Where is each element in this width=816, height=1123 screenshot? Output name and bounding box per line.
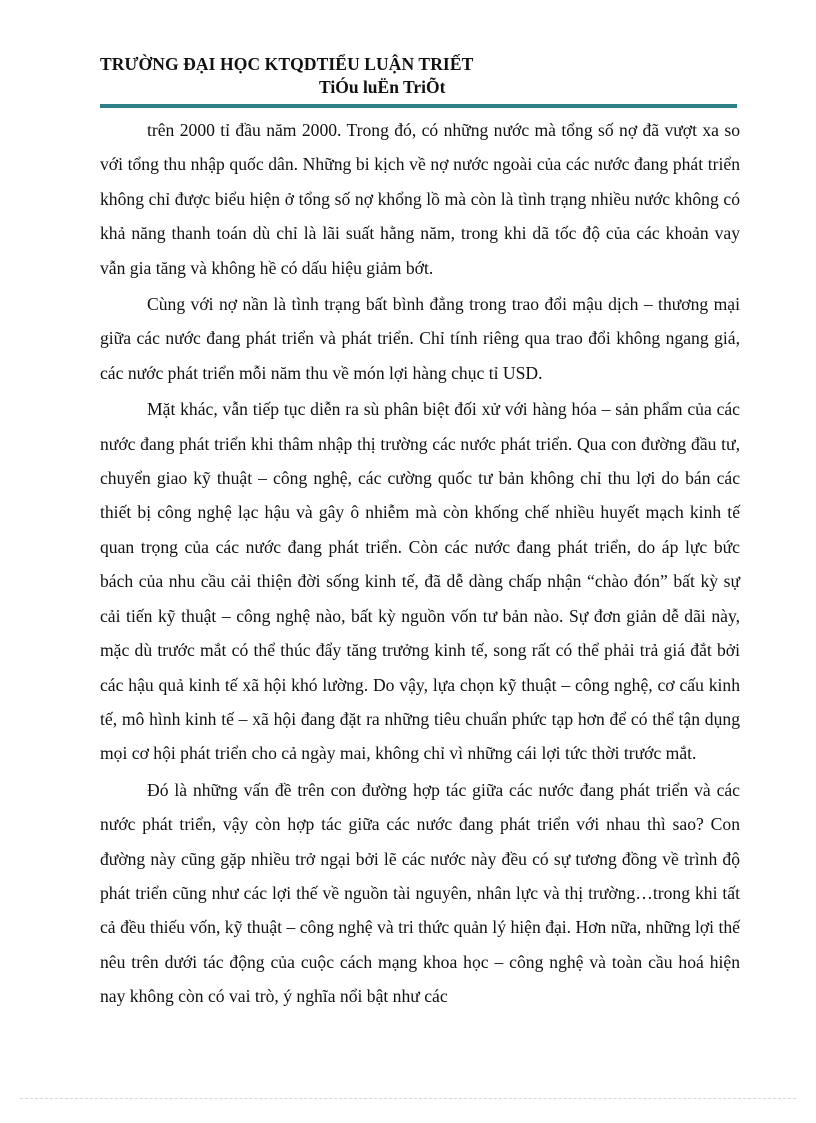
header-title: TRƯỜNG ĐẠI HỌC KTQDTIỂU LUẬN TRIẾT: [100, 54, 474, 74]
paragraph-4: Đó là những vấn đề trên con đường hợp tác giữa các nước đang phát triển và các nước phát triển, vậy còn hợp tác giữa các nước đang phát triển với nhau thì sao? Con đường này cũng gặp nhiều trở ngại bởi lẽ các nước này đều có sự tương đồng về trình độ phát triển cũng như các lợi thế về nguồn tài nguyên, nhân lực và thị trường…trong khi tất cả đều thiếu vốn, kỹ thuật – công nghệ và tri thức quản lý hiện đại. Hơn nữa, những lợi thế nêu trên dưới tác động của cuộc cách mạng khoa học – công nghệ và toàn cầu hoá hiện nay không còn có vai trò, ý nghĩa nổi bật như các: [100, 779, 740, 1007]
paragraph-2: Cùng với nợ nần là tình trạng bất bình đẳng trong trao đổi mậu dịch – thương mại giữa các nước đang phát triển và phát triển. Chỉ tính riêng qua trao đổi không ngang giá, các nước phát triển mỗi năm thu về món lợi hàng chục tỉ USD.: [100, 294, 740, 383]
header-divider: [100, 104, 737, 108]
page-bottom-divider: [20, 1098, 796, 1099]
page-header: [100, 52, 740, 98]
paragraph-3: Mặt khác, vẫn tiếp tục diễn ra sù phân biệt đối xử với hàng hóa – sản phẩm của các nước đang phát triển khi thâm nhập thị trường các nước phát triển. Qua con đường đầu tư, chuyển giao kỹ thuật – công nghệ, các cường quốc tư bản không chỉ thu lợi do bán các thiết bị công nghệ lạc hậu và gây ô nhiễm mà còn khống chế nhiều huyết mạch kinh tế quan trọng của các nước đang phát triển. Còn các nước đang phát triển, do áp lực bức bách của nhu cầu cải thiện đời sống kinh tế, đã dễ dàng chấp nhận “chào đón” bất kỳ sự cải tiến kỹ thuật – công nghệ nào, bất kỳ nguồn vốn tư bản nào. Sự đơn giản dễ dãi này, mặc dù trước mắt có thể thúc đẩy tăng trưởng kinh tế, song rất có thể phải trả giá đắt bởi các hậu quả kinh tế xã hội khó lường. Do vậy, lựa chọn kỹ thuật – công nghệ, cơ cấu kinh tế, mô hình kinh tế – xã hội đang đặt ra những tiêu chuẩn phức tạp hơn để có thể tận dụng mọi cơ hội phát triển cho cả ngày mai, không chỉ vì những cái lợi tức thời trước mắt.: [100, 399, 740, 764]
header-subtitle: TiÓu luËn TriÕt: [319, 77, 446, 97]
document-body: [100, 113, 740, 1016]
paragraph-1: trên 2000 tỉ đầu năm 2000. Trong đó, có những nước mà tổng số nợ đã vượt xa so với tổng thu nhập quốc dân. Những bi kịch về nợ nước ngoài của các nước đang phát triển không chỉ được biểu hiện ở tổng số nợ khổng lồ mà còn là tình trạng nhiều nước không có khả năng thanh toán dù chỉ là lãi suất hằng năm, trong khi dã tốc độ của các khoản vay vẫn gia tăng và không hề có dấu hiệu giảm bớt.: [100, 120, 740, 278]
